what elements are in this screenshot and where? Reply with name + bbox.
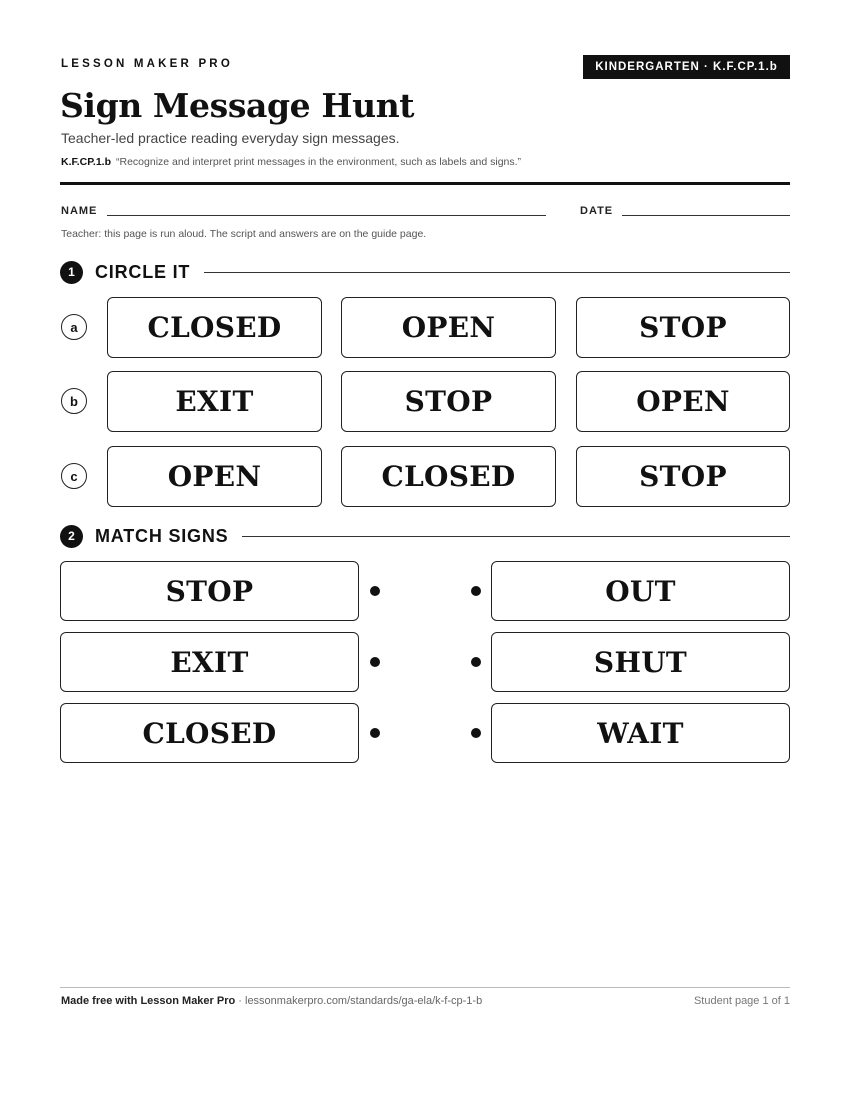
- footer-url[interactable]: lessonmakerpro.com/standards/ga-ela/k-f-cp-1-b: [245, 995, 483, 1007]
- grade-standard-badge: KINDERGARTEN · K.F.CP.1.b: [583, 55, 790, 79]
- name-field[interactable]: [107, 215, 546, 216]
- date-label: DATE: [580, 205, 614, 217]
- match-right-sign: OUT: [491, 561, 790, 621]
- sign-card[interactable]: EXIT: [107, 371, 322, 432]
- match-right-dot[interactable]: [471, 657, 481, 667]
- match-left-sign: EXIT: [60, 632, 359, 692]
- section-title: MATCH SIGNS: [95, 525, 229, 546]
- match-right-dot[interactable]: [471, 728, 481, 738]
- row-label-c: c: [61, 463, 87, 489]
- section-number: 2: [60, 525, 83, 548]
- match-right-sign: SHUT: [491, 632, 790, 692]
- teacher-note: Teacher: this page is run aloud. The script and answers are on the guide page.: [61, 228, 427, 240]
- sign-card[interactable]: OPEN: [107, 446, 322, 507]
- page-subtitle: Teacher-led practice reading everyday sign messages.: [61, 130, 400, 146]
- row-label-b: b: [61, 388, 87, 414]
- match-left-dot[interactable]: [370, 657, 380, 667]
- section-rule: [242, 536, 790, 537]
- sign-card[interactable]: STOP: [341, 371, 556, 432]
- section-circle-it-header: [60, 260, 790, 284]
- date-field[interactable]: [622, 215, 790, 216]
- sign-card[interactable]: STOP: [576, 297, 790, 358]
- standard-text: “Recognize and interpret print messages in the environment, such as labels and signs.”: [116, 156, 522, 168]
- footer-credit: [61, 995, 482, 1007]
- match-right-sign: WAIT: [491, 703, 790, 763]
- section-match-signs-header: [60, 524, 790, 548]
- section-title: CIRCLE IT: [95, 261, 191, 282]
- section-number: 1: [60, 261, 83, 284]
- sign-card[interactable]: CLOSED: [107, 297, 322, 358]
- row-label-a: a: [61, 314, 87, 340]
- match-right-dot[interactable]: [471, 586, 481, 596]
- sign-card[interactable]: STOP: [576, 446, 790, 507]
- standard-line: [61, 156, 521, 168]
- page-title: Sign Message Hunt: [60, 86, 415, 125]
- sign-card[interactable]: OPEN: [341, 297, 556, 358]
- match-left-dot[interactable]: [370, 586, 380, 596]
- footer-made-with: Made free with Lesson Maker Pro: [61, 995, 236, 1007]
- sign-card[interactable]: OPEN: [576, 371, 790, 432]
- match-left-dot[interactable]: [370, 728, 380, 738]
- footer-divider: [60, 987, 790, 988]
- section-rule: [204, 272, 790, 273]
- name-label: NAME: [61, 205, 98, 217]
- brand-name: LESSON MAKER PRO: [61, 58, 233, 70]
- header-divider: [60, 182, 790, 185]
- sign-card[interactable]: CLOSED: [341, 446, 556, 507]
- standard-code: K.F.CP.1.b: [61, 156, 111, 168]
- footer-separator: ·: [235, 995, 245, 1007]
- footer-page-number: Student page 1 of 1: [693, 995, 790, 1007]
- match-left-sign: STOP: [60, 561, 359, 621]
- match-left-sign: CLOSED: [60, 703, 359, 763]
